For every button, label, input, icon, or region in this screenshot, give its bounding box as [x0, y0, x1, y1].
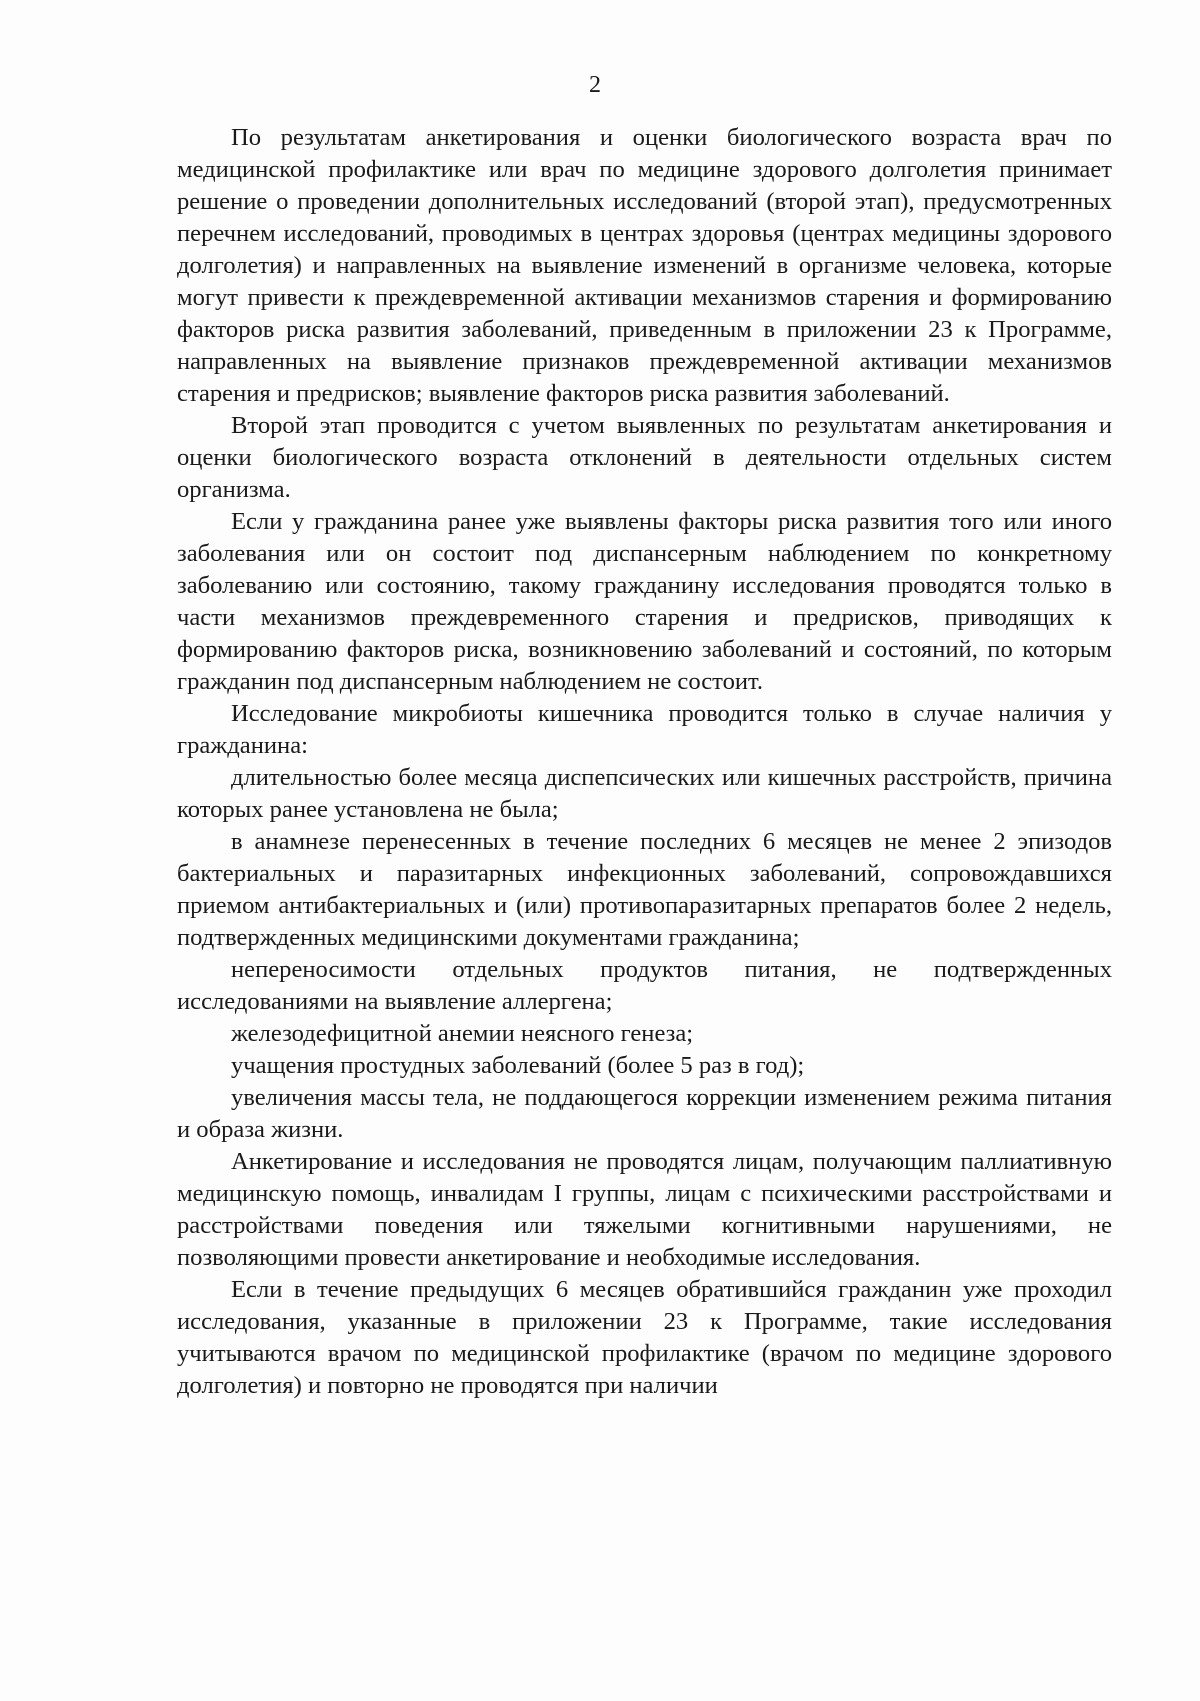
paragraph-second-stage-deviations: Второй этап проводится с учетом выявленных по результатам анкетирования и оценки биологического возраста отклонений в деятельности отдельных систем организма.	[177, 412, 1112, 503]
list-item-frequent-colds: учащения простудных заболеваний (более 5 раз в год);	[231, 1052, 805, 1079]
list-item-weight-gain: увеличения массы тела, не поддающегося коррекции изменением режима питания и образа жизни.	[177, 1084, 1112, 1143]
page-number: 2	[589, 72, 601, 98]
list-item-dyspeptic-disorders: длительностью более месяца диспепсических или кишечных расстройств, причина которых ранее установлена не была;	[177, 764, 1112, 823]
paragraph-existing-risk-factors: Если у гражданина ранее уже выявлены факторы риска развития того или иного заболевания или он состоит под диспансерным наблюдением по конкретному заболеванию или состоянию, такому гражданину исследования проводятся только в части механизмов преждевременного старения и предрисков, приводящих к формированию факторов риска, возникновению заболеваний и состояний, по которым гражданин под диспансерным наблюдением не состоит.	[177, 508, 1112, 695]
list-item-food-intolerance: непереносимости отдельных продуктов питания, не подтвержденных исследованиями на выявление аллергена;	[177, 956, 1112, 1015]
paragraph-previous-examinations: Если в течение предыдущих 6 месяцев обратившийся гражданин уже проходил исследования, указанные в приложении 23 к Программе, такие исследования учитываются врачом по медицинской профилактике (врачом по медицине здорового долголетия) и повторно не проводятся при наличии	[177, 1276, 1112, 1399]
list-item-iron-deficiency-anemia: железодефицитной анемии неясного генеза;	[231, 1020, 694, 1047]
paragraph-exclusions: Анкетирование и исследования не проводятся лицам, получающим паллиативную медицинскую помощь, инвалидам I группы, лицам с психическими расстройствами и расстройствами поведения или тяжелыми когнитивными нарушениями, не позволяющими провести анкетирование и необходимые исследования.	[177, 1148, 1112, 1271]
list-item-infectious-episodes: в анамнезе перенесенных в течение последних 6 месяцев не менее 2 эпизодов бактериальных и паразитарных инфекционных заболеваний, сопровождавшихся приемом антибактериальных и (или) противопаразитарных препаратов более 2 недель, подтвержденных медицинскими документами гражданина;	[177, 828, 1112, 951]
paragraph-second-stage-decision: По результатам анкетирования и оценки биологического возраста врач по медицинской профилактике или врач по медицине здорового долголетия принимает решение о проведении дополнительных исследований (второй этап), предусмотренных перечнем исследований, проводимых в центрах здоровья (центрах медицины здорового долголетия) и направленных на выявление изменений в организме человека, которые могут привести к преждевременной активации механизмов старения и формированию факторов риска развития заболеваний, приведенным в приложении 23 к Программе, направленных на выявление признаков преждевременной активации механизмов старения и предрисков; выявление факторов риска развития заболеваний.	[177, 124, 1112, 407]
document-body	[177, 122, 1112, 1402]
paragraph-microbiota-conditions: Исследование микробиоты кишечника проводится только в случае наличия у гражданина:	[177, 700, 1112, 759]
